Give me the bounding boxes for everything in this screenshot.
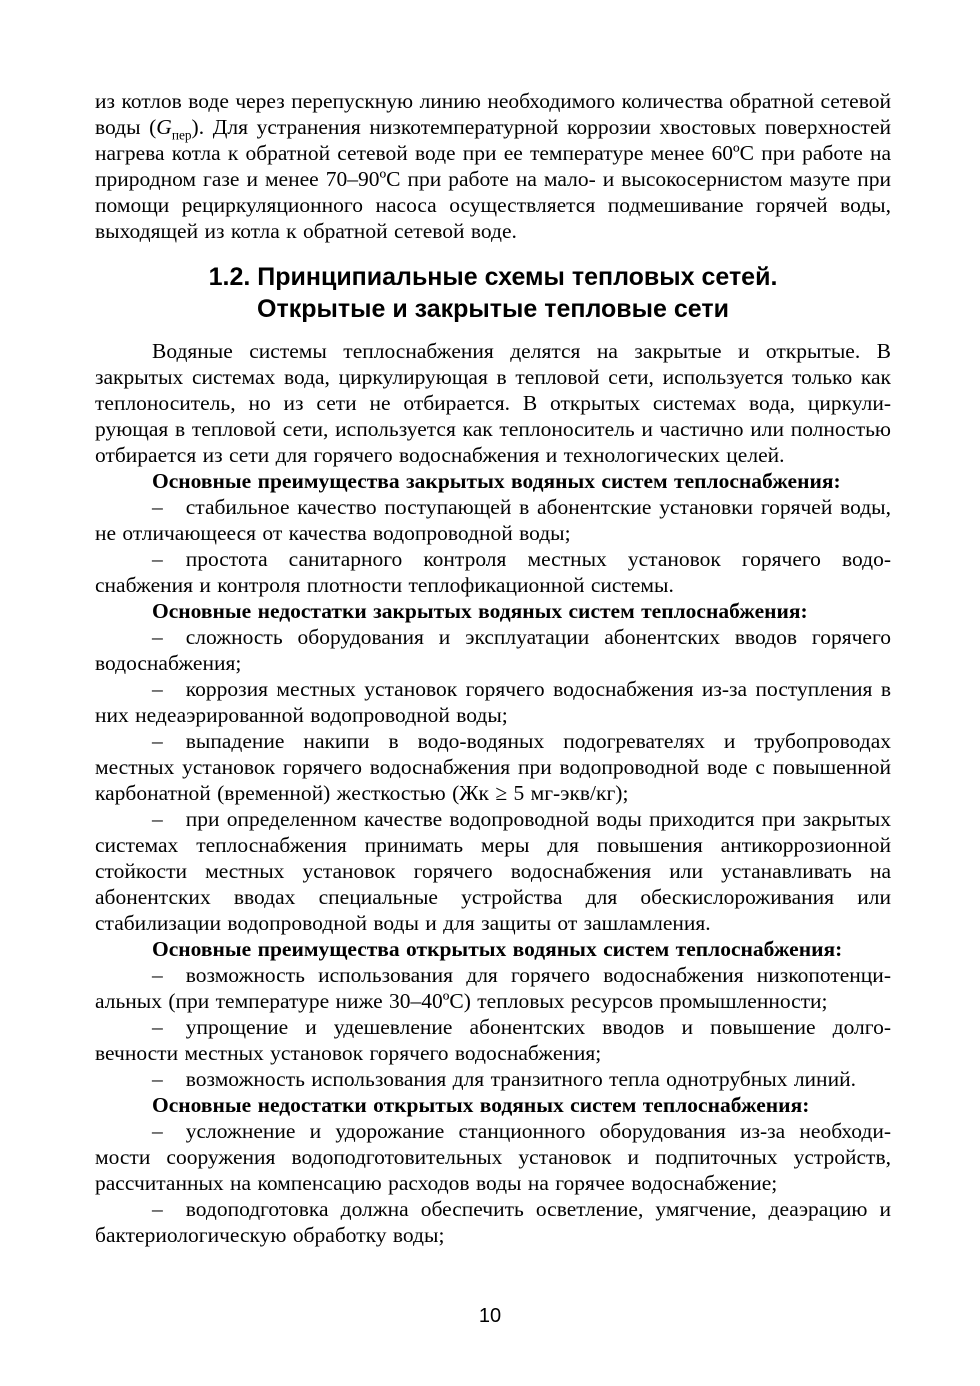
list-dash: –	[152, 1067, 163, 1091]
variable-subscript: пер	[171, 127, 192, 143]
list-dash: –	[152, 547, 163, 571]
list-item	[95, 494, 891, 546]
variable-g: G	[156, 115, 172, 139]
list-item-text: простота санитарного контроля местных установок горячего водоснабжения и контроля плотности теплофикационной системы.	[95, 547, 891, 597]
list-dash: –	[152, 729, 163, 753]
intro-text-before-variable: из котлов воде через перепускную линию необходимого количества обратной сетевой воды (	[95, 89, 891, 139]
intro-text-after-variable: ). Для устранения низкотемпературной коррозии хвостовых поверхностей нагрева котла к обратной сетевой воде при ее температуре менее 60ºС при работе на природном газе и менее 70–90ºС при работе на мало- и высокосернистом мазуте при помощи рециркуляционного насоса осуществляется подмешивание горячей воды, выходящей из котла к обратной сетевой воде.	[95, 115, 891, 243]
list-item	[95, 962, 891, 1014]
list-item-text: коррозия местных установок горячего водоснабжения из-за поступления в них недеаэрированной водопроводной воды;	[95, 677, 891, 727]
list-dash: –	[152, 625, 163, 649]
list-item-text: водоподготовка должна обеспечить осветление, умягчение, деаэрацию и бактериологическую обработку воды;	[95, 1197, 891, 1247]
list-title-open-advantages: Основные преимущества открытых водяных систем теплоснабжения:	[152, 937, 843, 961]
list-item	[95, 806, 891, 936]
list-item-text: усложнение и удорожание станционного оборудования из-за необходимости сооружения водоподготовительных установок и подпиточных устройств, рассчитанных на компенсацию расходов воды на горячее водоснабжение;	[95, 1119, 891, 1195]
list-item	[95, 1196, 891, 1248]
list-item	[95, 624, 891, 676]
list-item-text: сложность оборудования и эксплуатации абонентских вводов горячего водоснабжения;	[95, 625, 891, 675]
list-dash: –	[152, 963, 163, 987]
list-item	[95, 1066, 891, 1092]
page-content	[95, 88, 891, 1248]
list-item	[95, 728, 891, 806]
list-title-closed-disadvantages: Основные недостатки закрытых водяных систем теплоснабжения:	[152, 599, 808, 623]
list-item	[95, 546, 891, 598]
list-item-text: стабильное качество поступающей в абонентские установки горячей воды, не отличающееся от качества водопроводной воды;	[95, 495, 891, 545]
section-heading-line-1: 1.2. Принципиальные схемы тепловых сетей.	[208, 263, 778, 291]
list-item-text: выпадение накипи в водо-водяных подогревателях и трубопроводах местных установок горячего водоснабжения при водопроводной воде с повышенной карбонатной (временной) жесткостью (Жк ≥ 5 мг-экв/кг);	[95, 729, 891, 805]
list-item-text: возможность использования для горячего водоснабжения низкопотенциальных (при температуре ниже 30–40ºС) тепловых ресурсов промышленности;	[95, 963, 891, 1013]
list-dash: –	[152, 807, 163, 831]
list-dash: –	[152, 1197, 163, 1221]
section-heading	[95, 261, 891, 325]
section-intro-paragraph: Водяные системы теплоснабжения делятся на закрытые и открытые. В закрытых системах вода, циркулирующая в тепловой сети, используется только как теплоноситель, но из сети не отбирается. В открытых системах вода, циркулирующая в тепловой сети, используется как теплоноситель и частично или полностью отбирается из сети для горячего водоснабжения и технологических целей.	[95, 339, 891, 467]
page-number: 10	[478, 1305, 502, 1327]
list-dash: –	[152, 677, 163, 701]
list-dash: –	[152, 1015, 163, 1039]
list-item	[95, 1118, 891, 1196]
list-dash: –	[152, 1119, 163, 1143]
list-dash: –	[152, 495, 163, 519]
list-item	[95, 1014, 891, 1066]
list-item-text: при определенном качестве водопроводной воды приходится при закрытых системах теплоснабжения принимать меры для повышения антикоррозионной стойкости местных установок горячего водоснабжения или устанавливать на абонентских вводах специальные устройства для обескислороживания или стабилизации водопроводной воды и для защиты от зашламления.	[95, 807, 891, 935]
section-heading-line-2: Открытые и закрытые тепловые сети	[257, 295, 729, 323]
list-item	[95, 676, 891, 728]
list-item-text: упрощение и удешевление абонентских вводов и повышение долговечности местных установок горячего водоснабжения;	[95, 1015, 891, 1065]
list-title-closed-advantages: Основные преимущества закрытых водяных систем теплоснабжения:	[152, 469, 841, 493]
intro-paragraph	[95, 88, 891, 244]
list-item-text: возможность использования для транзитного тепла однотрубных линий.	[185, 1067, 856, 1091]
list-title-open-disadvantages: Основные недостатки открытых водяных систем теплоснабжения:	[152, 1093, 810, 1117]
